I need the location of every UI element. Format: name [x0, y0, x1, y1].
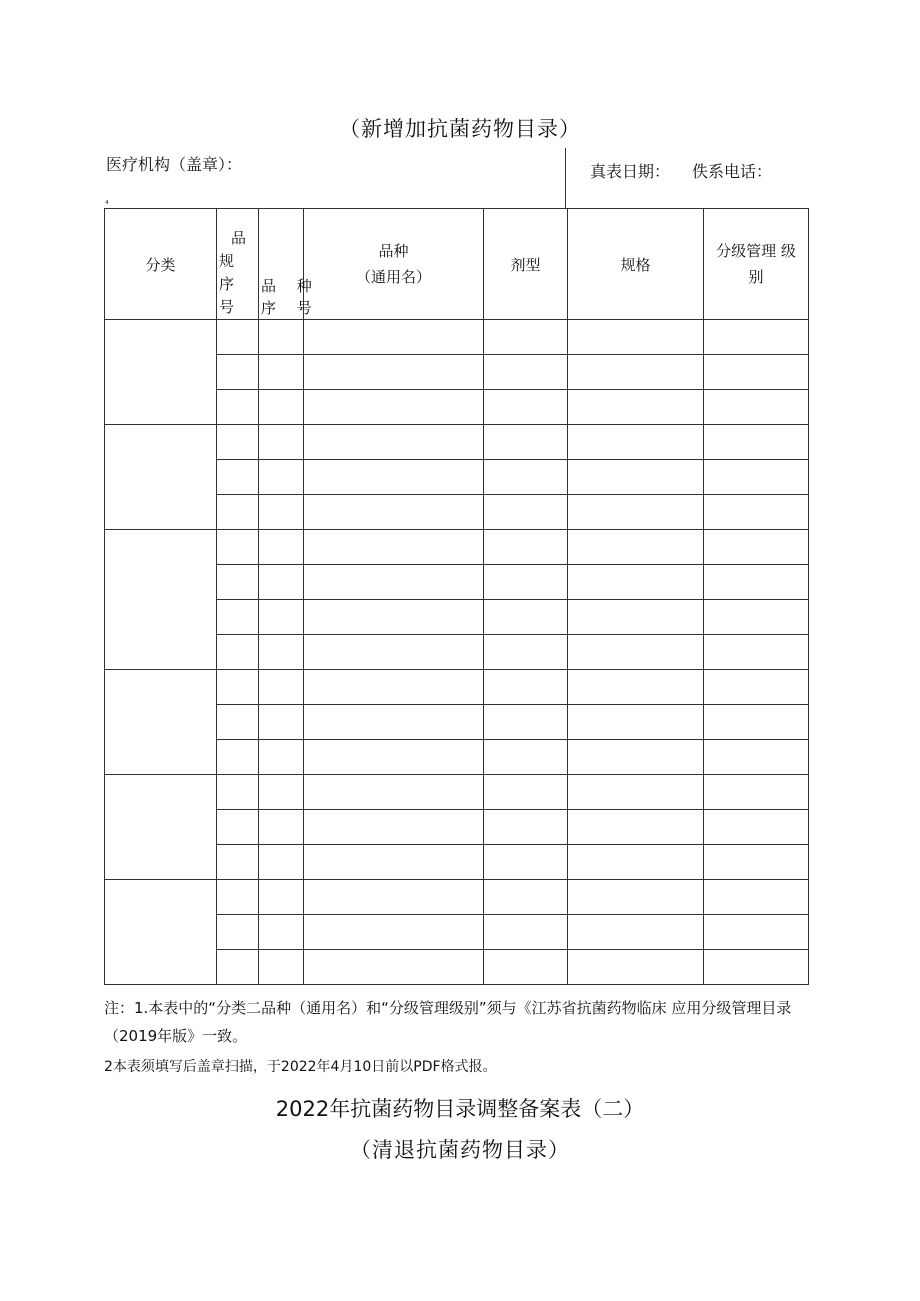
- level-cell[interactable]: [704, 880, 809, 915]
- level-cell[interactable]: [704, 565, 809, 600]
- spec-seq-cell[interactable]: [217, 740, 259, 775]
- dosage-form-cell[interactable]: [484, 670, 568, 705]
- dosage-form-cell[interactable]: [484, 320, 568, 355]
- variety-cell[interactable]: [304, 705, 484, 740]
- spec-seq-cell[interactable]: [217, 425, 259, 460]
- level-cell[interactable]: [704, 670, 809, 705]
- variety-cell[interactable]: [304, 670, 484, 705]
- variety-seq-cell[interactable]: [259, 740, 304, 775]
- dosage-form-cell[interactable]: [484, 775, 568, 810]
- dosage-form-cell[interactable]: [484, 810, 568, 845]
- variety-cell[interactable]: [304, 390, 484, 425]
- header-variety-line: 品种: [378, 242, 409, 260]
- header-level-line: 别: [748, 268, 764, 286]
- category-cell[interactable]: [105, 880, 217, 985]
- specification-cell[interactable]: [568, 600, 704, 635]
- specification-cell[interactable]: [568, 740, 704, 775]
- spec-seq-cell[interactable]: [217, 390, 259, 425]
- institution-label: 医疗机构（盖章）：: [106, 155, 243, 174]
- variety-seq-cell[interactable]: [259, 705, 304, 740]
- dosage-form-cell[interactable]: [484, 915, 568, 950]
- level-cell[interactable]: [704, 600, 809, 635]
- table-row: [105, 320, 809, 355]
- dosage-form-cell[interactable]: [484, 880, 568, 915]
- corner-mark: ⁴: [105, 200, 109, 210]
- dosage-form-cell[interactable]: [484, 565, 568, 600]
- specification-cell[interactable]: [568, 880, 704, 915]
- table-row: [105, 670, 809, 705]
- level-cell[interactable]: [704, 635, 809, 670]
- dosage-form-cell[interactable]: [484, 635, 568, 670]
- antibiotic-catalog-table: [104, 208, 809, 985]
- specification-cell[interactable]: [568, 495, 704, 530]
- dosage-form-cell[interactable]: [484, 355, 568, 390]
- fill-date-label: 真表日期：: [590, 162, 671, 181]
- specification-cell[interactable]: [568, 810, 704, 845]
- category-cell[interactable]: [105, 670, 217, 775]
- header-spec-seq-char: 序: [219, 275, 235, 293]
- category-cell[interactable]: [105, 320, 217, 425]
- header-level-line: 分级管理 级: [716, 242, 796, 260]
- specification-cell[interactable]: [568, 915, 704, 950]
- variety-cell[interactable]: [304, 355, 484, 390]
- header-spec-seq-char: 品: [230, 229, 246, 247]
- header-spec-seq: [217, 209, 259, 320]
- dosage-form-cell[interactable]: [484, 845, 568, 880]
- level-cell[interactable]: [704, 845, 809, 880]
- note-2: 2本表须填写后盖章扫描，于2022年4月10日前以PDF格式报。: [104, 1059, 497, 1075]
- variety-cell[interactable]: [304, 740, 484, 775]
- table-row: [105, 775, 809, 810]
- variety-seq-cell[interactable]: [259, 565, 304, 600]
- variety-seq-cell[interactable]: [259, 495, 304, 530]
- specification-cell[interactable]: [568, 530, 704, 565]
- variety-cell[interactable]: [304, 495, 484, 530]
- dosage-form-cell[interactable]: [484, 460, 568, 495]
- header-divider: [565, 148, 566, 209]
- variety-seq-cell[interactable]: [259, 355, 304, 390]
- dosage-form-cell[interactable]: [484, 390, 568, 425]
- header-variety-seq: [259, 209, 320, 320]
- variety-cell[interactable]: [304, 950, 484, 985]
- dosage-form-cell[interactable]: [484, 495, 568, 530]
- variety-seq-cell[interactable]: [259, 775, 304, 810]
- table-body: [105, 320, 809, 985]
- level-cell[interactable]: [704, 320, 809, 355]
- variety-cell[interactable]: [304, 320, 484, 355]
- phone-label: 佚系电话：: [692, 162, 773, 181]
- variety-cell[interactable]: [304, 880, 484, 915]
- dosage-form-cell[interactable]: [484, 425, 568, 460]
- level-cell[interactable]: [704, 425, 809, 460]
- note-1: 注：1.本表中的“分类二品种（通用名）和“分级管理级别”须与《江苏省抗菌药物临床 应用分级管理目录（2019年版》一致。: [104, 999, 792, 1045]
- specification-cell[interactable]: [568, 705, 704, 740]
- header-spec-seq-char: 号: [219, 298, 235, 316]
- header-management-level: [704, 209, 809, 320]
- variety-seq-cell[interactable]: [259, 950, 304, 985]
- header-category: 分类: [105, 209, 217, 320]
- spec-seq-cell[interactable]: [217, 320, 259, 355]
- specification-cell[interactable]: [568, 775, 704, 810]
- variety-seq-cell[interactable]: [259, 915, 304, 950]
- spec-seq-cell[interactable]: [217, 950, 259, 985]
- dosage-form-cell[interactable]: [484, 950, 568, 985]
- variety-seq-cell[interactable]: [259, 845, 304, 880]
- variety-seq-cell[interactable]: [259, 530, 304, 565]
- level-cell[interactable]: [704, 460, 809, 495]
- header-variety-line: （通用名）: [355, 268, 431, 286]
- table-row: [105, 880, 809, 915]
- spec-seq-cell[interactable]: [217, 705, 259, 740]
- category-cell[interactable]: [105, 775, 217, 880]
- specification-cell[interactable]: [568, 460, 704, 495]
- specification-cell[interactable]: [568, 390, 704, 425]
- dosage-form-cell[interactable]: [484, 705, 568, 740]
- spec-seq-cell[interactable]: [217, 635, 259, 670]
- variety-cell[interactable]: [304, 530, 484, 565]
- variety-seq-cell[interactable]: [259, 880, 304, 915]
- category-cell[interactable]: [105, 425, 217, 530]
- specification-cell[interactable]: [568, 425, 704, 460]
- specification-cell[interactable]: [568, 670, 704, 705]
- spec-seq-cell[interactable]: [217, 530, 259, 565]
- spec-seq-cell[interactable]: [217, 880, 259, 915]
- header-variety-seq-line: 品 种: [261, 277, 320, 295]
- specification-cell[interactable]: [568, 320, 704, 355]
- specification-cell[interactable]: [568, 845, 704, 880]
- spec-seq-cell[interactable]: [217, 460, 259, 495]
- level-cell[interactable]: [704, 705, 809, 740]
- variety-seq-cell[interactable]: [259, 390, 304, 425]
- level-cell[interactable]: [704, 390, 809, 425]
- spec-seq-cell[interactable]: [217, 845, 259, 880]
- header-variety: [304, 209, 484, 320]
- variety-seq-cell[interactable]: [259, 320, 304, 355]
- variety-cell[interactable]: [304, 845, 484, 880]
- variety-seq-cell[interactable]: [259, 635, 304, 670]
- dosage-form-cell[interactable]: [484, 530, 568, 565]
- specification-cell[interactable]: [568, 355, 704, 390]
- spec-seq-cell[interactable]: [217, 775, 259, 810]
- variety-cell[interactable]: [304, 565, 484, 600]
- variety-cell[interactable]: [304, 460, 484, 495]
- header-spec-seq-char: 规: [219, 252, 235, 270]
- specification-cell[interactable]: [568, 565, 704, 600]
- spec-seq-cell[interactable]: [217, 810, 259, 845]
- spec-seq-cell[interactable]: [217, 915, 259, 950]
- specification-cell[interactable]: [568, 950, 704, 985]
- variety-cell[interactable]: [304, 915, 484, 950]
- variety-seq-cell[interactable]: [259, 460, 304, 495]
- level-cell[interactable]: [704, 775, 809, 810]
- variety-seq-cell[interactable]: [259, 600, 304, 635]
- spec-seq-cell[interactable]: [217, 355, 259, 390]
- level-cell[interactable]: [704, 950, 809, 985]
- category-cell[interactable]: [105, 530, 217, 670]
- table-header-row: [105, 209, 809, 320]
- spec-seq-cell[interactable]: [217, 495, 259, 530]
- variety-cell[interactable]: [304, 810, 484, 845]
- header-dosage-form: 剂型: [484, 209, 568, 320]
- variety-cell[interactable]: [304, 600, 484, 635]
- level-cell[interactable]: [704, 810, 809, 845]
- spec-seq-cell[interactable]: [217, 565, 259, 600]
- variety-cell[interactable]: [304, 425, 484, 460]
- variety-seq-cell[interactable]: [259, 810, 304, 845]
- table-row: [105, 425, 809, 460]
- form-subtitle: （新增加抗菌药物目录）: [339, 117, 581, 141]
- variety-seq-cell[interactable]: [259, 425, 304, 460]
- header-specification: 规格: [568, 209, 704, 320]
- dosage-form-cell[interactable]: [484, 740, 568, 775]
- header-variety-seq-line: 序 号: [261, 299, 320, 317]
- variety-seq-cell[interactable]: [259, 670, 304, 705]
- level-cell[interactable]: [704, 915, 809, 950]
- dosage-form-cell[interactable]: [484, 600, 568, 635]
- variety-cell[interactable]: [304, 775, 484, 810]
- level-cell[interactable]: [704, 495, 809, 530]
- variety-cell[interactable]: [304, 635, 484, 670]
- form2-title: 2022年抗菌药物目录调整备案表（二）: [275, 1097, 645, 1121]
- level-cell[interactable]: [704, 740, 809, 775]
- spec-seq-cell[interactable]: [217, 670, 259, 705]
- spec-seq-cell[interactable]: [217, 600, 259, 635]
- form2-subtitle: （清退抗菌药物目录）: [350, 1138, 570, 1162]
- specification-cell[interactable]: [568, 635, 704, 670]
- level-cell[interactable]: [704, 355, 809, 390]
- table-row: [105, 530, 809, 565]
- level-cell[interactable]: [704, 530, 809, 565]
